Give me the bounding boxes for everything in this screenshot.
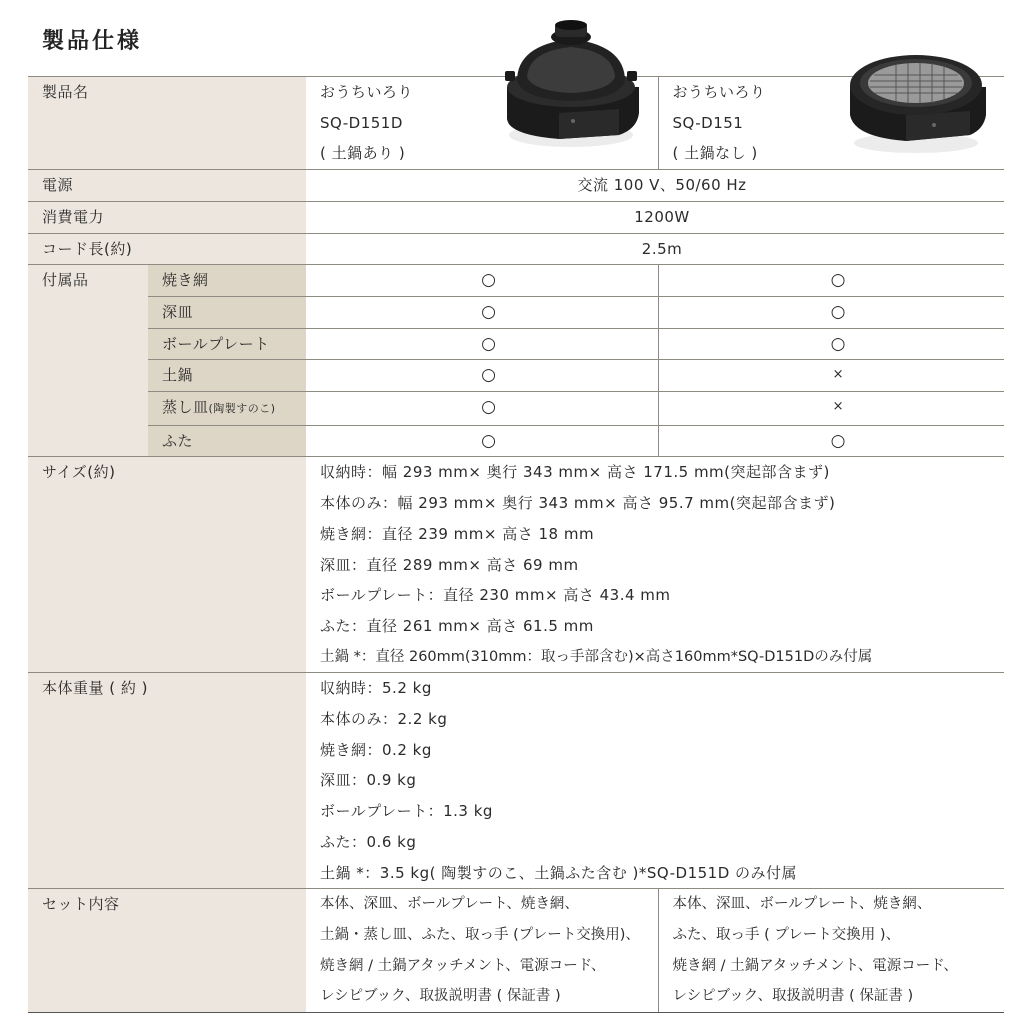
set-line: レシピブック、取扱説明書 ( 保証書 )	[672, 988, 914, 1005]
size-label: サイズ(約)	[28, 457, 306, 673]
row-power-consumption	[28, 201, 1004, 233]
accessory-col1-mark: ○	[306, 392, 658, 426]
size-line: 本体のみ：幅 293 mm× 奥行 343 mm× 高さ 95.7 mm(突起部含まず)	[320, 494, 836, 513]
row-product	[28, 77, 1004, 170]
weight-line: 深皿：0.9 kg	[320, 771, 417, 790]
weight-label: 本体重量 ( 約 )	[28, 673, 306, 889]
weight-line: 本体のみ：2.2 kg	[320, 710, 448, 729]
accessory-name: 土鍋	[148, 360, 306, 392]
set-contents-col2	[658, 889, 1004, 1013]
row-accessory	[28, 328, 1004, 360]
accessory-name	[148, 392, 306, 426]
weight-values	[306, 673, 1004, 889]
product-col2-note: ( 土鍋なし )	[672, 144, 758, 163]
set-contents-col1	[306, 889, 658, 1013]
accessories-label: 付属品	[28, 265, 148, 457]
set-line: 焼き網 / 土鍋アタッチメント、電源コード、	[320, 957, 606, 974]
row-cord-length	[28, 233, 1004, 265]
accessory-name-note: (陶製すのこ)	[208, 402, 276, 416]
accessory-col2-mark: ○	[658, 296, 1004, 328]
product-col2-model: SQ-D151	[672, 113, 744, 132]
power-source-label: 電源	[28, 170, 306, 202]
row-accessory	[28, 296, 1004, 328]
accessory-col1-mark: ○	[306, 360, 658, 392]
size-line: 深皿：直径 289 mm× 高さ 69 mm	[320, 555, 579, 574]
donabe-product-image	[499, 17, 644, 152]
size-line: 土鍋 *：直径 260mm(310mm：取っ手部含む)×高さ160mm*SQ-D151Dのみ付属	[320, 648, 873, 665]
accessory-col2-mark: ×	[658, 392, 1004, 426]
set-line: 本体、深皿、ボールプレート、焼き網、	[672, 896, 932, 913]
power-consumption-label: 消費電力	[28, 201, 306, 233]
row-power-source	[28, 170, 1004, 202]
accessory-col2-mark: ○	[658, 425, 1004, 457]
product-col2-name: おうちいろり	[672, 83, 766, 101]
row-accessory	[28, 360, 1004, 392]
size-line: ふた：直径 261 mm× 高さ 61.5 mm	[320, 616, 594, 635]
size-line: ボールプレート：直径 230 mm× 高さ 43.4 mm	[320, 586, 671, 605]
size-values	[306, 457, 1004, 673]
power-source-value: 交流 100 V、50/60 Hz	[306, 170, 1004, 202]
row-accessory	[28, 425, 1004, 457]
product-col1-model: SQ-D151D	[320, 113, 403, 132]
page-title: 製品仕様	[42, 29, 143, 54]
cord-length-label: コード長(約)	[28, 233, 306, 265]
power-consumption-value: 1200W	[306, 201, 1004, 233]
product-col1	[306, 77, 658, 170]
set-line: 土鍋・蒸し皿、ふた、取っ手 (プレート交換用)、	[320, 926, 640, 943]
set-contents-label: セット内容	[28, 889, 306, 1013]
accessory-name: 焼き網	[148, 265, 306, 297]
weight-line: ふた：0.6 kg	[320, 832, 417, 851]
accessory-col2-mark: ○	[658, 265, 1004, 297]
row-accessory	[28, 392, 1004, 426]
accessory-name: ふた	[148, 425, 306, 457]
product-col2	[658, 77, 1004, 170]
accessory-col1-mark: ○	[306, 265, 658, 297]
product-col1-note: ( 土鍋あり )	[320, 144, 406, 163]
weight-line: 収納時：5.2 kg	[320, 679, 432, 698]
accessory-name-main: 蒸し皿	[162, 398, 209, 417]
accessory-name: 深皿	[148, 296, 306, 328]
row-size	[28, 457, 1004, 673]
accessory-col2-mark: ×	[658, 360, 1004, 392]
set-line: 本体、深皿、ボールプレート、焼き網、	[320, 896, 579, 913]
accessory-col1-mark: ○	[306, 425, 658, 457]
accessory-name: ボールプレート	[148, 328, 306, 360]
grill-product-image	[846, 45, 988, 155]
row-weight	[28, 673, 1004, 889]
product-label: 製品名	[28, 77, 306, 170]
accessory-col1-mark: ○	[306, 328, 658, 360]
weight-line: 焼き網：0.2 kg	[320, 740, 432, 759]
set-line: ふた、取っ手 ( プレート交換用 )、	[672, 926, 901, 943]
accessory-col1-mark: ○	[306, 296, 658, 328]
row-set-contents	[28, 889, 1004, 1013]
size-line: 焼き網：直径 239 mm× 高さ 18 mm	[320, 524, 595, 543]
size-line: 収納時：幅 293 mm× 奥行 343 mm× 高さ 171.5 mm(突起部含まず)	[320, 463, 830, 482]
product-col1-name: おうちいろり	[320, 83, 414, 101]
spec-table	[28, 76, 1004, 1013]
cord-length-value: 2.5m	[306, 233, 1004, 265]
accessory-col2-mark: ○	[658, 328, 1004, 360]
weight-line: ボールプレート：1.3 kg	[320, 802, 493, 821]
set-line: レシピブック、取扱説明書 ( 保証書 )	[320, 988, 561, 1005]
row-accessory	[28, 265, 1004, 297]
weight-line: 土鍋 *：3.5 kg( 陶製すのこ、土鍋ふた含む )*SQ-D151D のみ付属	[320, 863, 798, 882]
set-line: 焼き網 / 土鍋アタッチメント、電源コード、	[672, 957, 958, 974]
